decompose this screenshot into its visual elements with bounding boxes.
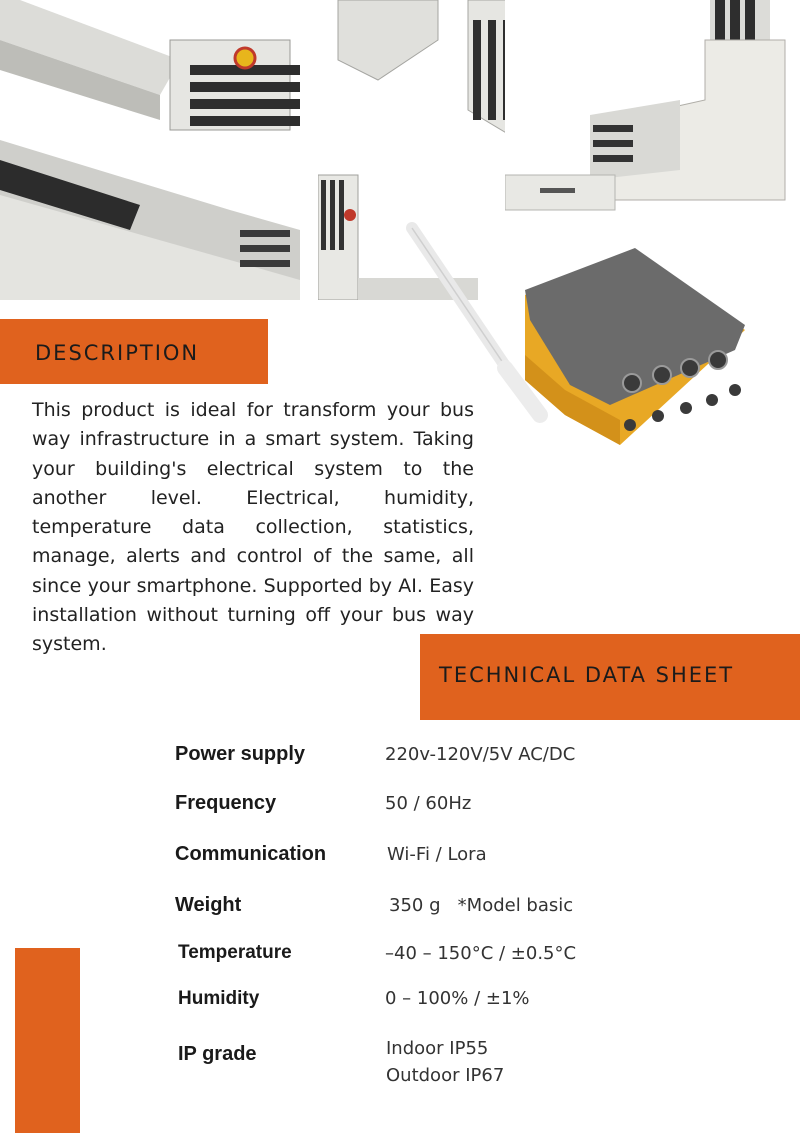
description-text: This product is ideal for transform your bus way infrastructure in a smart system. Taking your building's electrical system to the another level. Electrical, humidity, temperature data collection, statistics, manage, alerts and control of the same, all since your smartphone. Supported by AI. Easy installation without turning off your bus way system. xyxy=(32,399,474,656)
spec-value-communication: Wi-Fi / Lora xyxy=(387,844,487,865)
spec-label-humidity: Humidity xyxy=(178,988,260,1009)
spec-value-ip-indoor: Indoor IP55 xyxy=(386,1038,489,1059)
spec-label-communication: Communication xyxy=(175,843,327,865)
spec-value-weight: 350 g *Model basic xyxy=(389,895,574,916)
spec-label-temperature: Temperature xyxy=(178,942,292,963)
decorative-accent-bar xyxy=(15,948,80,1133)
spec-value-ip-outdoor: Outdoor IP67 xyxy=(386,1065,505,1086)
spec-label-power-supply: Power supply xyxy=(175,743,306,765)
spec-label-weight: Weight xyxy=(175,894,242,916)
spec-label-ip-grade: IP grade xyxy=(178,1043,257,1065)
spec-value-power-supply: 220v-120V/5V AC/DC xyxy=(385,744,576,765)
spec-value-humidity: 0 – 100% / ±1% xyxy=(385,988,530,1009)
description-heading-box xyxy=(0,319,268,384)
busway-photo-left xyxy=(0,0,330,300)
busway-photo-right xyxy=(505,0,800,215)
spec-value-frequency: 50 / 60Hz xyxy=(385,793,472,814)
spec-label-frequency: Frequency xyxy=(175,792,277,814)
technical-heading-box xyxy=(420,634,800,720)
description-heading: DESCRIPTION xyxy=(35,341,200,365)
spec-value-temperature: –40 – 150°C / ±0.5°C xyxy=(385,943,577,964)
technical-heading: TECHNICAL DATA SHEET xyxy=(439,663,735,687)
